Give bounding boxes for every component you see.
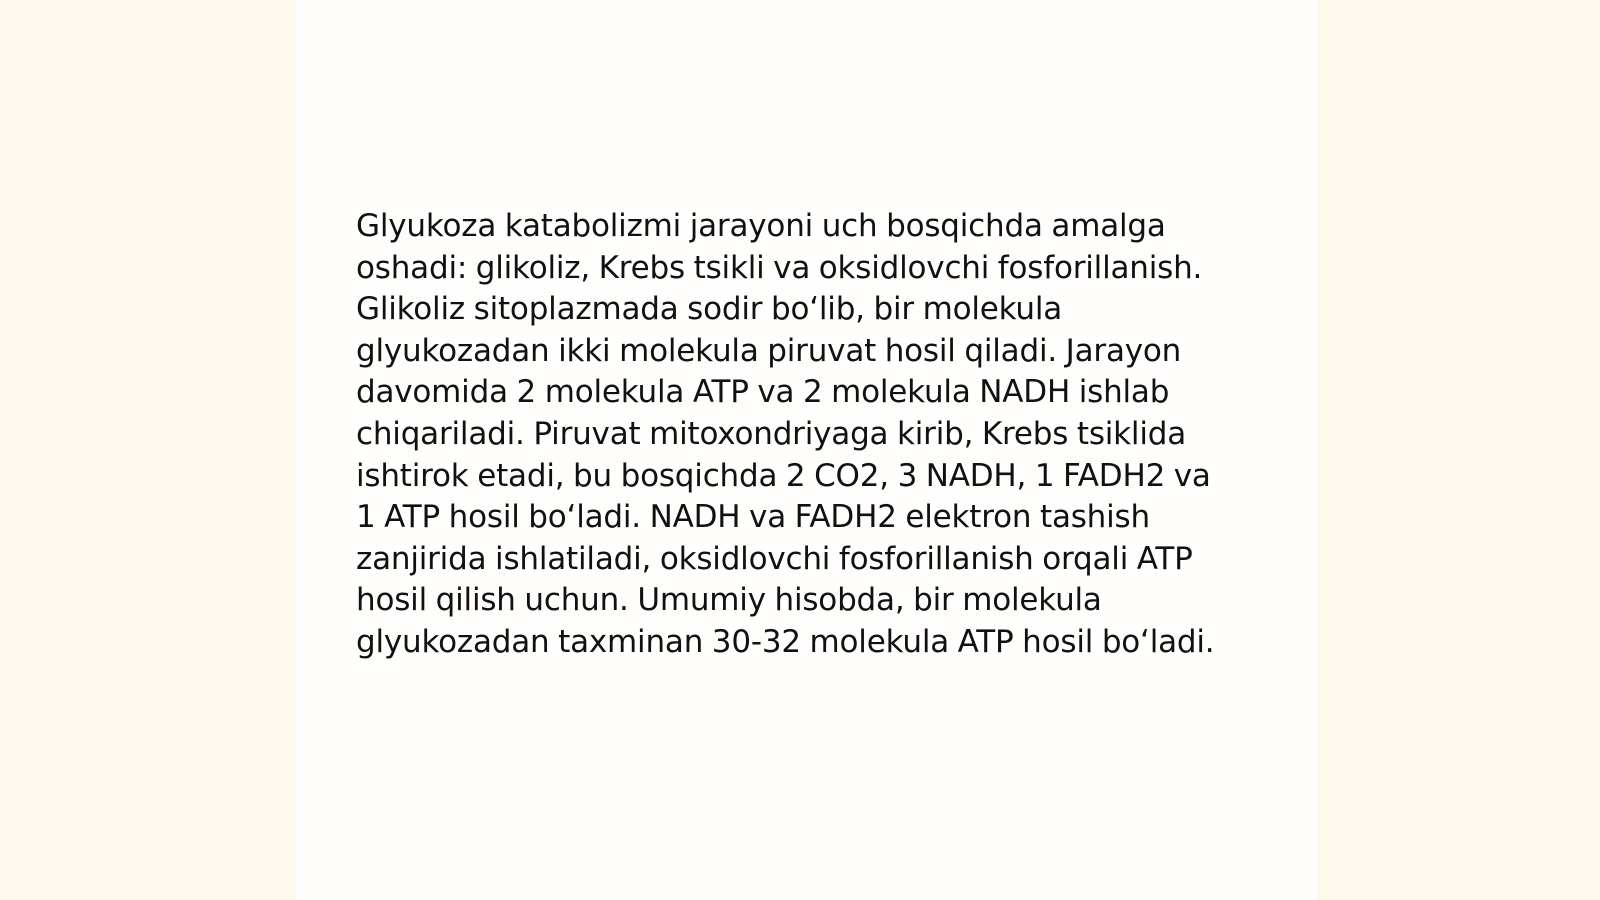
- body-paragraph: Glyukoza katabolizmi jarayoni uch bosqichda amalga oshadi: glikoliz, Krebs tsikli va oksidlovchi fosforillanish. Glikoliz sitoplazmada sodir bo‘lib, bir molekula glyukozadan ikki molekula piruvat hosil qiladi. Jarayon davomida 2 molekula ATP va 2 molekula NADH ishlab chiqariladi. Piruvat mitoxondriyaga kirib, Krebs tsiklida ishtirok etadi, bu bosqichda 2 CO2, 3 NADH, 1 FADH2 va 1 ATP hosil bo‘ladi. NADH va FADH2 elektron tashish zanjirida ishlatiladi, oksidlovchi fosforillanish orqali ATP hosil qilish uchun. Umumiy hisobda, bir molekula glyukozadan taxminan 30-32 molekula ATP hosil bo‘ladi.: [356, 208, 1215, 660]
- document-page: [296, 0, 1318, 900]
